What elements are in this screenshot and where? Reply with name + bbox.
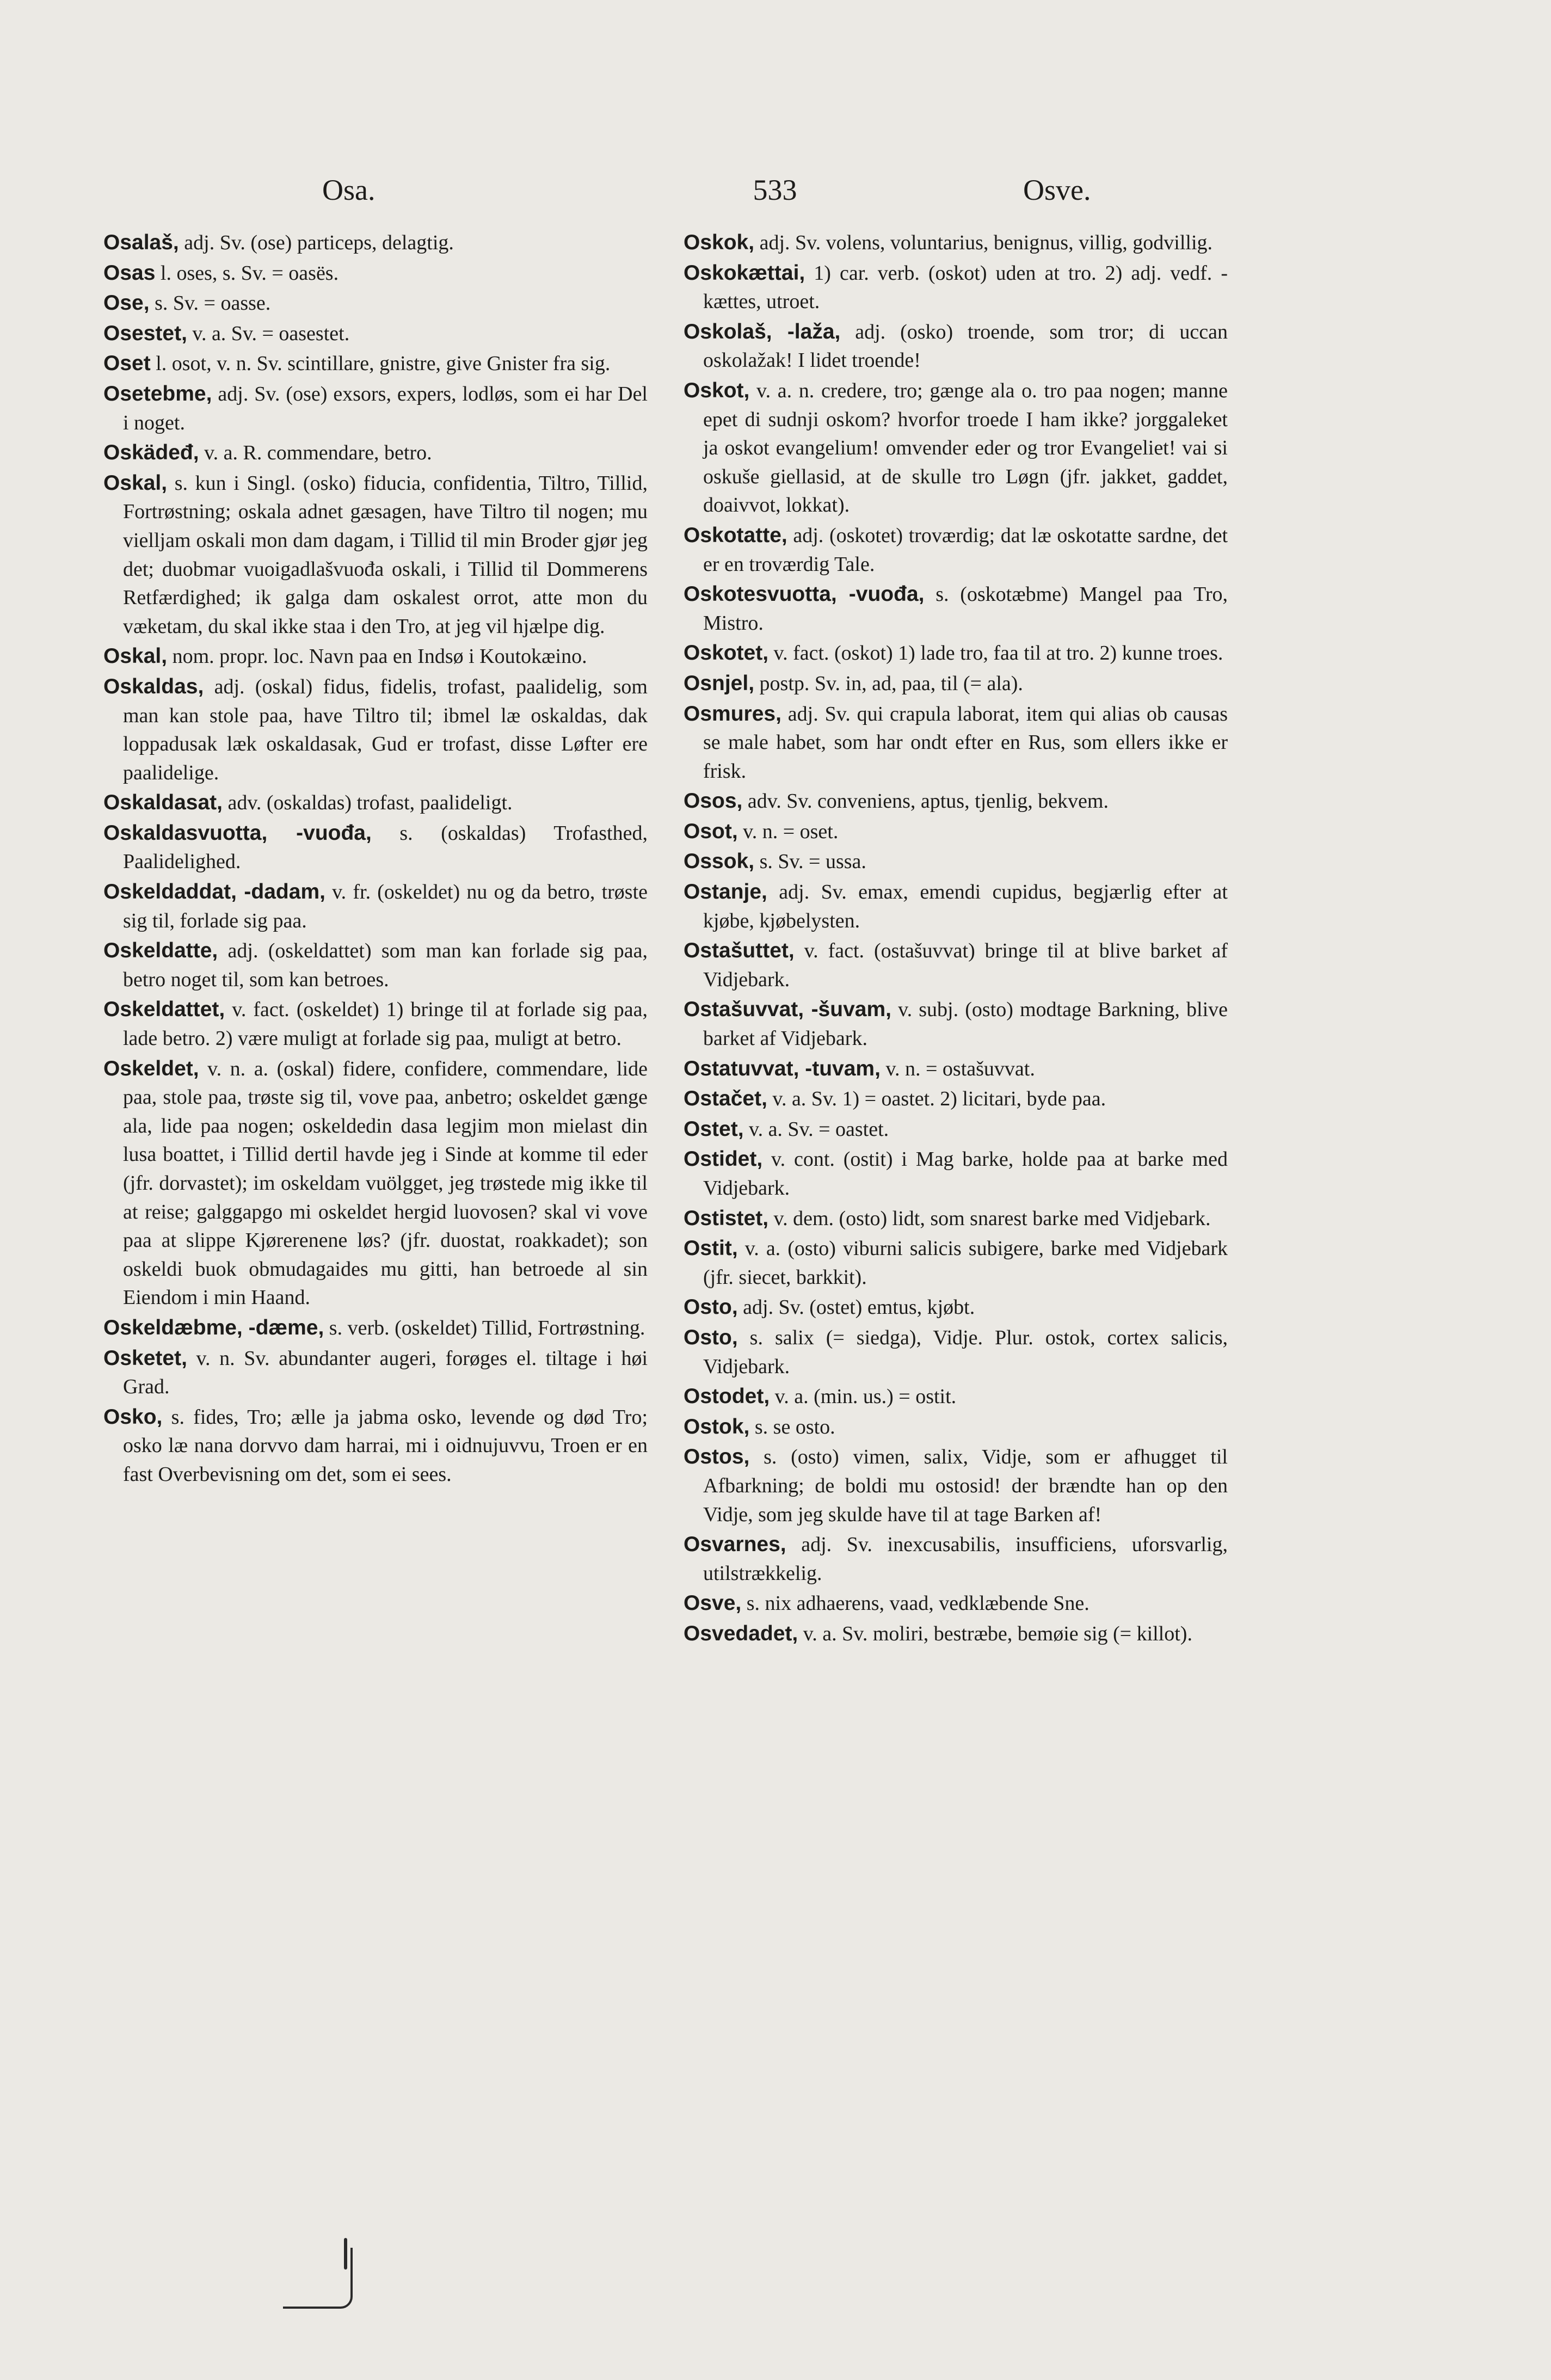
running-head-right: Osve.	[1023, 174, 1091, 206]
entry-headword: Osmures,	[684, 702, 781, 725]
entry-definition: adj. (oskal) fidus, fidelis, trofast, paalidelig, som man kan stole paa, have Tiltro til; ibmel læ oskaldas, dak loppadusak læk oskaldasak, Gud er trofast, disse Løfter ere paalidelige.	[123, 675, 648, 784]
entry-definition: adj. (oskeldattet) som man kan forlade sig paa, betro noget til, som kan betroes.	[123, 939, 648, 991]
entry-definition: adj. Sv. (ostet) emtus, kjøbt.	[737, 1296, 975, 1319]
dictionary-entry	[684, 995, 1228, 1053]
entry-definition: v. n. = oset.	[737, 820, 839, 843]
entry-headword: Oskotesvuotta, -vuođa,	[684, 582, 925, 606]
entry-definition: s. salix (= siedga), Vidje. Plur. ostok, cortex salicis, Vidjebark.	[703, 1326, 1228, 1378]
library-stamp-mark	[283, 2248, 353, 2309]
entry-definition: adj. Sv. volens, voluntarius, benignus, villig, godvillig.	[754, 231, 1213, 254]
entry-headword: Oskädeđ,	[103, 441, 199, 465]
entry-definition: v. a. n. credere, tro; gænge ala o. tro paa nogen; manne epet di sudnji oskom? hvorfor troede I ham ikke? jorggaleket ja oskot evangelium! omvender eder og tror Evangeliet! vai si oskuše giellasid, at de skulle tro Løgn (jfr. jakket, gaddet, doaivvot, lokkat).	[703, 379, 1228, 517]
dictionary-entry	[103, 289, 648, 318]
entry-definition: nom. propr. loc. Navn paa en Indsø i Koutokæino.	[167, 645, 587, 668]
entry-headword: Ostidet,	[684, 1147, 763, 1171]
dictionary-entry	[103, 1403, 648, 1489]
entry-definition: v. fact. (oskeldet) 1) bringe til at forlade sig paa, lade betro. 2) være muligt at forlade sig paa, muligt at betro.	[123, 998, 648, 1050]
entry-headword: Ostodet,	[684, 1385, 770, 1409]
dictionary-entry	[684, 1055, 1228, 1084]
entry-headword: Oskotet,	[684, 641, 769, 665]
entry-headword: Ose,	[103, 291, 150, 315]
entry-headword: Osas	[103, 261, 156, 285]
page-number: 533	[753, 174, 797, 206]
dictionary-entry	[684, 1530, 1228, 1588]
entry-headword: Ostok,	[684, 1415, 750, 1438]
entry-headword: Oskaldasat,	[103, 791, 223, 815]
entry-definition: s. (oskaldas) Trofasthed, Paalidelighed.	[123, 821, 648, 874]
dictionary-entry	[103, 995, 648, 1053]
dictionary-entry	[684, 1293, 1228, 1322]
dictionary-entry	[684, 318, 1228, 375]
entry-headword: Oskot,	[684, 378, 750, 402]
entry-definition: v. fact. (oskot) 1) lade tro, faa til at tro. 2) kunne troes.	[768, 642, 1223, 665]
entry-headword: Ostit,	[684, 1237, 738, 1260]
entry-headword: Osve,	[684, 1591, 742, 1615]
entry-headword: Oskolaš, -laža,	[684, 319, 841, 343]
dictionary-entry	[103, 259, 648, 288]
entry-definition: v. a. R. commendare, betro.	[199, 441, 432, 465]
entry-definition: v. cont. (ostit) i Mag barke, holde paa at barke med Vidjebark.	[703, 1148, 1228, 1200]
entry-definition: s. fides, Tro; ælle ja jabma osko, levende og død Tro; osko læ nana dorvvo dam harrai, mi i oidnujuvvu, Troen er en fast Overbevisning om det, som ei sees.	[123, 1405, 648, 1486]
dictionary-entry	[684, 1234, 1228, 1292]
entry-headword: Ostatuvvat, -tuvam,	[684, 1056, 881, 1080]
entry-definition: s. se osto.	[749, 1415, 835, 1438]
entry-definition: s. Sv. = oasse.	[149, 292, 271, 315]
dictionary-entry	[684, 1115, 1228, 1144]
entry-definition: adj. (osko) troende, som tror; di uccan oskolažak! I lidet troende!	[703, 320, 1228, 372]
entry-definition: adj. Sv. (ose) particeps, delagtig.	[179, 231, 454, 254]
dictionary-entry	[684, 1413, 1228, 1442]
entry-headword: Osnjel,	[684, 671, 755, 695]
entry-headword: Osvedadet,	[684, 1621, 798, 1645]
entry-headword: Oskotatte,	[684, 523, 787, 547]
entry-definition: v. n. = ostašuvvat.	[880, 1057, 1035, 1080]
dictionary-entry	[684, 1620, 1228, 1649]
entry-definition: adj. (oskotet) troværdig; dat læ oskotatte sardne, det er en troværdig Tale.	[703, 524, 1228, 576]
dictionary-entry	[684, 377, 1228, 520]
dictionary-entry	[684, 580, 1228, 637]
entry-headword: Osketet,	[103, 1346, 187, 1370]
entry-definition: v. a. (min. us.) = ostit.	[770, 1385, 957, 1409]
entry-headword: Osestet,	[103, 321, 187, 345]
dictionary-entry	[684, 1204, 1228, 1233]
dictionary-entry	[103, 469, 648, 641]
entry-definition: adv. Sv. conveniens, aptus, tjenlig, bekvem.	[742, 790, 1109, 813]
running-head	[0, 173, 1551, 222]
entry-definition: adj. Sv. emax, emendi cupidus, begjærlig efter at kjøbe, kjøbelysten.	[703, 881, 1228, 932]
left-column	[103, 229, 648, 1491]
entry-definition: v. fact. (ostašuvvat) bringe til at blive barket af Vidjebark.	[703, 939, 1228, 991]
entry-headword: Osvarnes,	[684, 1533, 786, 1557]
entry-definition: s. Sv. = ussa.	[754, 850, 866, 874]
entry-headword: Ostačet,	[684, 1087, 767, 1111]
dictionary-entry	[103, 819, 648, 876]
dictionary-entry	[684, 847, 1228, 876]
running-head-left: Osa.	[322, 174, 376, 206]
entry-definition: v. a. Sv. = oastet.	[743, 1117, 889, 1141]
entry-definition: 1) car. verb. (oskot) uden at tro. 2) adj. vedf. -kættes, utroet.	[703, 261, 1228, 313]
entry-definition: s. (osto) vimen, salix, Vidje, som er afhugget til Afbarkning; de boldi mu ostosid! der brændte han op den Vidje, som jeg skulde have til at tage Barken af!	[703, 1446, 1228, 1526]
entry-headword: Ostanje,	[684, 880, 767, 904]
entry-headword: Oset	[103, 352, 151, 376]
dictionary-entry	[684, 639, 1228, 668]
entry-headword: Ostašuttet,	[684, 939, 795, 963]
entry-definition: v. subj. (osto) modtage Barkning, blive barket af Vidjebark.	[703, 998, 1228, 1050]
entry-definition: v. fr. (oskeldet) nu og da betro, trøste sig til, forlade sig paa.	[123, 881, 648, 932]
dictionary-entry	[103, 937, 648, 994]
entry-definition: s. verb. (oskeldet) Tillid, Fortrøstning.	[324, 1316, 645, 1339]
dictionary-entry	[103, 319, 648, 348]
entry-headword: Osto,	[684, 1325, 738, 1349]
entry-definition: v. n. a. (oskal) fidere, confidere, commendare, lide paa, stole paa, trøste sig til, vove paa, anbetro; oskeldet gænge ala, lide paa nogen; oskeldedin dasa legjim mon mielast din lusa boattet, i Tillid dertil havde jeg i Sinde at komme til eder (jfr. dorvastet); im oskeldam vuölgget, jeg trøstede mig ikke til at reise; galggapgo mi oskeldet hergid luovosen? skal vi vove paa at slippe Kjørerenene løs? (jfr. duostat, roakkadet); son oskeldi buok obmudagaides mu gitti, han betroede al sin Eiendom i min Haand.	[123, 1057, 648, 1309]
dictionary-entry	[684, 229, 1228, 257]
dictionary-entry	[103, 349, 648, 378]
entry-definition: v. a. Sv. = oasestet.	[187, 322, 350, 345]
entry-headword: Osetebme,	[103, 382, 212, 405]
dictionary-entry	[103, 1314, 648, 1343]
dictionary-entry	[684, 1324, 1228, 1381]
entry-definition: v. n. Sv. abundanter augeri, forøges el. tiltage i høi Grad.	[123, 1346, 648, 1399]
entry-headword: Ossok,	[684, 850, 755, 874]
dictionary-entry	[684, 1589, 1228, 1618]
entry-headword: Oskeldattet,	[103, 998, 225, 1022]
entry-headword: Osot,	[684, 819, 738, 843]
dictionary-entry	[103, 1055, 648, 1312]
dictionary-entry	[103, 380, 648, 437]
entry-headword: Oskokættai,	[684, 261, 805, 285]
entry-definition: s. (oskotæbme) Mangel paa Tro, Mistro.	[703, 583, 1228, 635]
dictionary-entry	[103, 229, 648, 257]
dictionary-entry	[684, 1443, 1228, 1529]
entry-definition: v. a. Sv. 1) = oastet. 2) licitari, byde paa.	[767, 1087, 1106, 1111]
entry-definition: v. a. (osto) viburni salicis subigere, barke med Vidjebark (jfr. siecet, barkkit).	[703, 1237, 1228, 1289]
entry-headword: Oskal,	[103, 471, 168, 495]
dictionary-entry	[684, 1145, 1228, 1202]
entry-definition: l. osot, v. n. Sv. scintillare, gnistre, give Gnister fra sig.	[150, 352, 611, 376]
dictionary-entry	[103, 789, 648, 817]
entry-definition: s. kun i Singl. (osko) fiducia, confidentia, Tiltro, Tillid, Fortrøstning; oskala adnet gæsagen, have Tiltro til nogen; mu vielljam oskali mon dam dagam, i Tillid til min Broder gjør jeg det; duobmar vuoigadlašvuođa oskali, i Tillid til Dommerens Retfærdighed; ik galga dam oskalest orrot, atte mon du væketam, du skal ikke staa i den Tro, at jeg vil hjælpe dig.	[123, 471, 648, 638]
entry-headword: Osos,	[684, 789, 743, 813]
right-column	[684, 229, 1228, 1650]
entry-definition: adv. (oskaldas) trofast, paalideligt.	[222, 791, 513, 815]
entry-definition: postp. Sv. in, ad, paa, til (= ala).	[754, 672, 1023, 695]
dictionary-entry	[684, 1382, 1228, 1411]
dictionary-entry	[684, 878, 1228, 935]
entry-headword: Ostistet,	[684, 1206, 769, 1230]
entry-headword: Ostos,	[684, 1445, 750, 1469]
entry-headword: Oskeldet,	[103, 1056, 199, 1080]
dictionary-entry	[103, 439, 648, 468]
entry-headword: Ostet,	[684, 1117, 744, 1141]
entry-headword: Oskeldatte,	[103, 939, 218, 963]
entry-headword: Oskok,	[684, 231, 755, 254]
dictionary-entry	[103, 878, 648, 935]
entry-headword: Osto,	[684, 1295, 738, 1319]
entry-definition: adj. Sv. (ose) exsors, expers, lodløs, som ei har Del i noget.	[123, 382, 648, 434]
dictionary-entry	[103, 642, 648, 671]
entry-definition: l. oses, s. Sv. = oasës.	[155, 261, 339, 285]
dictionary-entry	[684, 817, 1228, 846]
dictionary-entry	[684, 669, 1228, 698]
dictionary-entry	[684, 700, 1228, 786]
entry-definition: v. dem. (osto) lidt, som snarest barke med Vidjebark.	[768, 1207, 1211, 1230]
entry-definition: adj. Sv. inexcusabilis, insufficiens, uforsvarlig, utilstrækkelig.	[703, 1533, 1228, 1585]
entry-headword: Oskaldas,	[103, 674, 204, 698]
dictionary-entry	[103, 673, 648, 787]
entry-definition: s. nix adhaerens, vaad, vedklæbende Sne.	[741, 1592, 1090, 1615]
dictionary-entry	[684, 1085, 1228, 1114]
dictionary-entry	[684, 521, 1228, 579]
dictionary-entry	[684, 937, 1228, 994]
entry-headword: Oskeldæbme, -dæme,	[103, 1315, 324, 1339]
dictionary-entry	[684, 259, 1228, 316]
entry-headword: Oskal,	[103, 644, 168, 668]
entry-headword: Osalaš,	[103, 231, 179, 254]
entry-headword: Oskeldaddat, -dadam,	[103, 880, 325, 904]
entry-definition: adj. Sv. qui crapula laborat, item qui alias ob causas se male habet, som har ondt efter en Rus, som ellers ikke er frisk.	[703, 702, 1228, 783]
dictionary-entry	[684, 787, 1228, 816]
entry-headword: Osko,	[103, 1405, 163, 1429]
entry-definition: v. a. Sv. moliri, bestræbe, bemøie sig (= killot).	[798, 1622, 1192, 1645]
entry-headword: Oskaldasvuotta, -vuođa,	[103, 821, 372, 845]
entry-headword: Ostašuvvat, -šuvam,	[684, 998, 891, 1022]
dictionary-entry	[103, 1344, 648, 1401]
